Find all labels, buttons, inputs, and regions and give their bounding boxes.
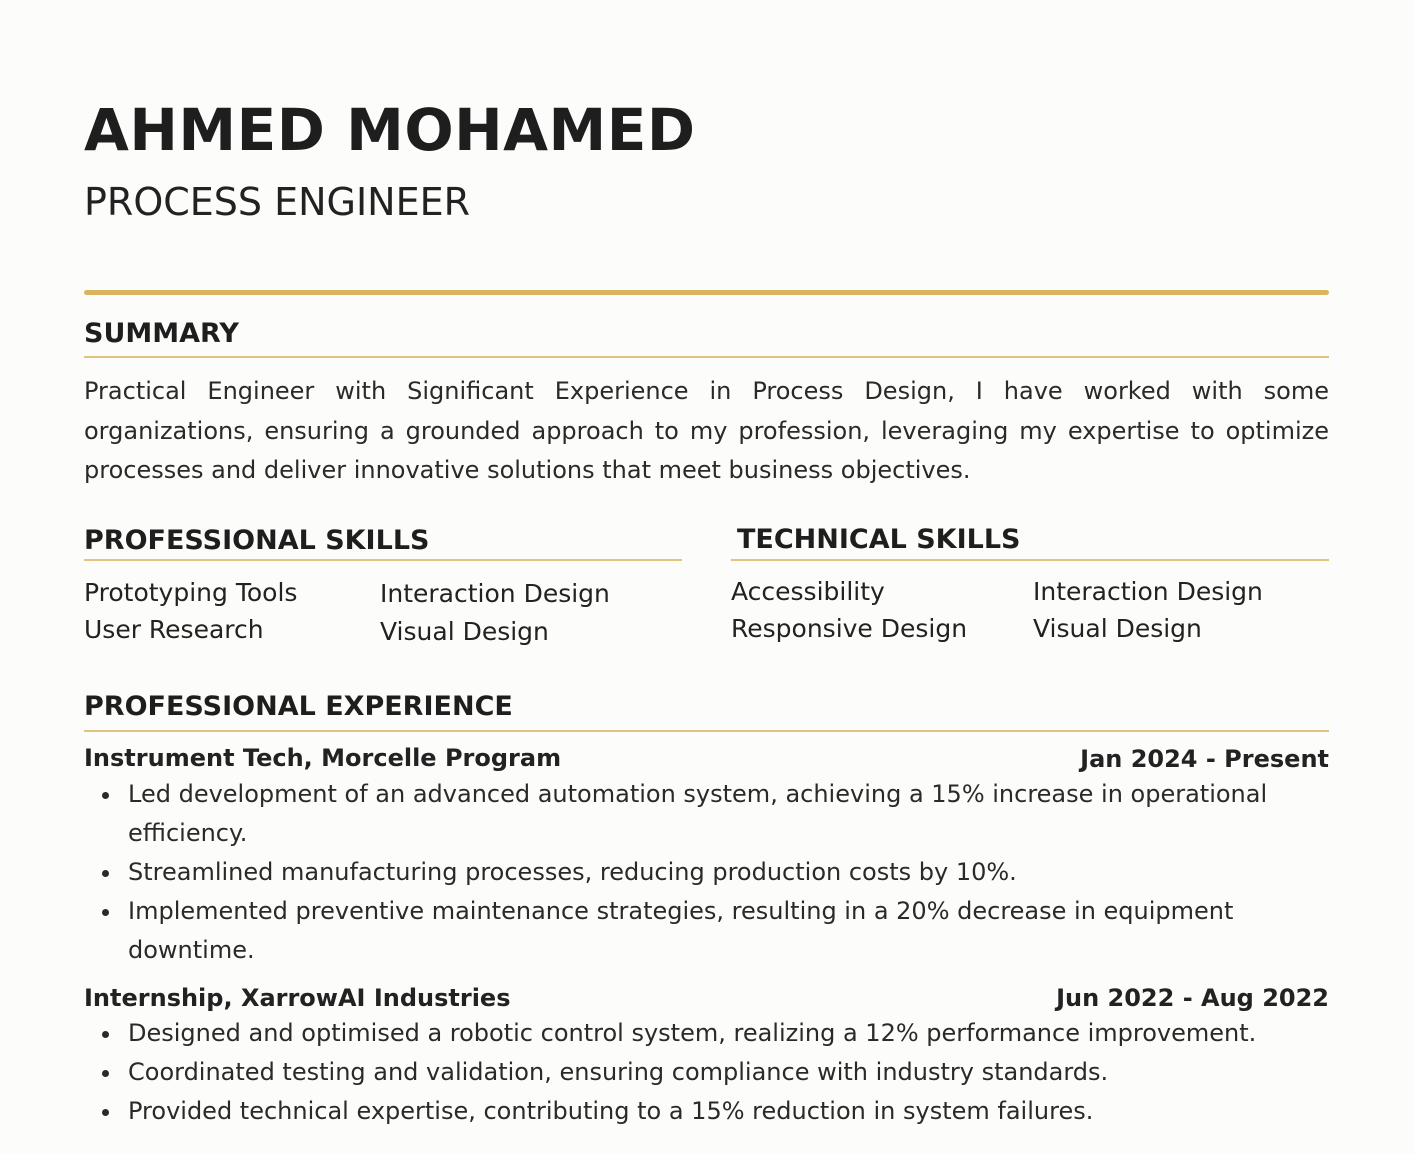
job-title: Instrument Tech, Morcelle Program	[84, 744, 562, 772]
job-bullet-list	[84, 1014, 1298, 1131]
summary-heading: SUMMARY	[84, 318, 239, 349]
professional-skill-item: User Research	[84, 615, 264, 644]
experience-divider	[84, 730, 1329, 732]
job-date: Jan 2024 - Present	[1080, 745, 1329, 773]
resume-page	[84, 0, 1329, 1154]
summary-divider	[84, 356, 1329, 358]
experience-heading: PROFESSIONAL EXPERIENCE	[84, 691, 513, 722]
job-bullet: Coordinated testing and validation, ensuring compliance with industry standards.	[128, 1053, 1298, 1092]
technical-skill-item: Interaction Design	[1033, 577, 1263, 606]
technical-skill-item: Visual Design	[1033, 614, 1202, 643]
job-bullet: Streamlined manufacturing processes, reducing production costs by 10%.	[128, 853, 1298, 892]
professional-skill-item: Prototyping Tools	[84, 578, 298, 607]
job-bullet: Led development of an advanced automation system, achieving a 15% increase in operational efficiency.	[128, 775, 1298, 853]
job-bullet: Designed and optimised a robotic control system, realizing a 12% performance improvement.	[128, 1014, 1298, 1053]
job-role: PROCESS ENGINEER	[84, 180, 471, 224]
summary-text: Practical Engineer with Significant Experience in Process Design, I have worked with some organizations, ensuring a grounded approach to my profession, leveraging my expertise to optimize processes and deliver innovative solutions that meet business objectives.	[84, 377, 1329, 484]
candidate-name: AHMED MOHAMED	[84, 96, 696, 164]
job-title: Internship, XarrowAI Industries	[84, 984, 511, 1012]
header-divider	[84, 290, 1329, 295]
job-bullet: Implemented preventive maintenance strategies, resulting in a 20% decrease in equipment downtime.	[128, 892, 1298, 970]
technical-skill-item: Responsive Design	[731, 614, 968, 643]
technical-skill-item: Accessibility	[731, 577, 885, 606]
professional-skill-item: Visual Design	[380, 617, 549, 646]
technical-skills-divider	[731, 559, 1329, 561]
professional-skills-divider	[84, 559, 682, 561]
job-date: Jun 2022 - Aug 2022	[1056, 984, 1329, 1012]
job-bullet: Provided technical expertise, contributing to a 15% reduction in system failures.	[128, 1092, 1298, 1131]
professional-skills-heading: PROFESSIONAL SKILLS	[84, 525, 430, 556]
job-bullet-list	[84, 775, 1298, 970]
technical-skills-heading: TECHNICAL SKILLS	[737, 524, 1021, 555]
professional-skill-item: Interaction Design	[380, 579, 610, 608]
